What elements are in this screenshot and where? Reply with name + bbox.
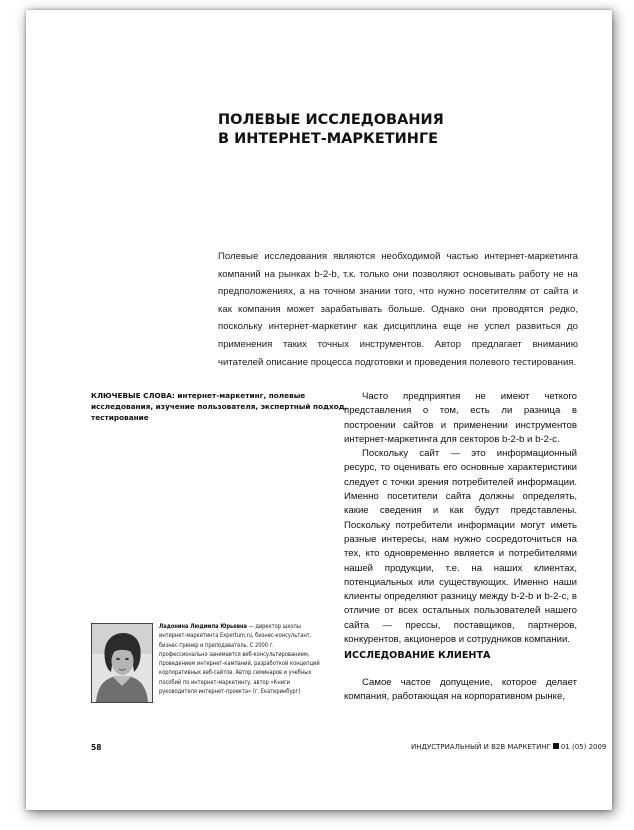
- author-name: Ладонина Людмила Юрьевна: [159, 624, 247, 630]
- running-footer: [411, 743, 607, 751]
- issue-number: 01 (05) 2009: [560, 743, 607, 751]
- author-bio: [159, 623, 324, 697]
- body-paragraph-1: Часто предприятия не имеют четкого представления о том, есть ли разница в построении сайтов и применении инструментов интернет-маркетинга для секторов b-2-b и b-2-c.: [344, 391, 577, 445]
- square-bullet-icon: [553, 743, 559, 749]
- body-paragraph-2: Поскольку сайт — это информационный ресурс, то оценивать его основные характеристики следует с точки зрения потребителей информации. Именно посетители сайта должны определять, какие сведения и как будут представлены. Поскольку потребители информации могут иметь разные интересы, нам нужно сосредоточиться на тех, кто одновременно является и потребителями нашей продукции, т.е. на наших клиентах, потенциальных или существующих. Именно наши клиенты определяют разницу между b-2-b и b-2-c, в отличие от всех остальных пользователей нашего сайта — прессы, поставщиков, партнеров, конкурентов, акционеров и сотрудников компании.: [344, 448, 577, 646]
- author-portrait-image: [92, 624, 152, 702]
- keywords-list: интернет-маркетинг, полевые исследования, изучение пользователя, экспертный подход, тестирование: [91, 391, 348, 422]
- author-description: — директор школы интернет-маркетинга Expertum.ru, бизнес-консультант, бизнес-тренер и преподаватель. С 2000 г. профессионально занимается веб-консультированием, проведением интернет-кампаний, разработкой концепций корпоративных веб-сайтов. Автор семинаров и учебных пособий по интернет-маркетингу, автор «Книги руководителя интернет-проекта» (г. Екатеринбург): [159, 624, 320, 696]
- article-title: [218, 111, 578, 149]
- journal-page: [26, 10, 612, 810]
- section-paragraph-1: Самое частое допущение, которое делает компания, работающая на корпоративном рынке,: [344, 677, 577, 703]
- page-number: 58: [91, 743, 102, 752]
- keywords: [91, 390, 353, 423]
- article-abstract: Полевые исследования являются необходимой частью интернет-маркетинга компаний на рынках b-2-b, т.к. только они позволяют основывать работу не на предположениях, а на точном знании того, что нужно посетителям от сайта и как компания может зарабатывать больше. Однако они проводятся редко, поскольку интернет-маркетинг как дисциплина еще не успел развиться до применения таких точных инструментов. Автор предлагает вниманию читателей описание процесса подготовки и проведения полевого тестирования.: [218, 251, 578, 368]
- author-photo: [91, 623, 153, 703]
- journal-name: ИНДУСТРИАЛЬНЫЙ И B2B МАРКЕТИНГ: [411, 743, 551, 751]
- title-line-1: ПОЛЕВЫЕ ИССЛЕДОВАНИЯ: [218, 112, 444, 128]
- keywords-label: КЛЮЧЕВЫЕ СЛОВА:: [91, 391, 175, 400]
- section-heading: ИССЛЕДОВАНИЕ КЛИЕНТА: [344, 650, 491, 661]
- title-line-2: В ИНТЕРНЕТ-МАРКЕТИНГЕ: [218, 131, 439, 147]
- section-body: [344, 676, 577, 705]
- article-body: [344, 390, 577, 647]
